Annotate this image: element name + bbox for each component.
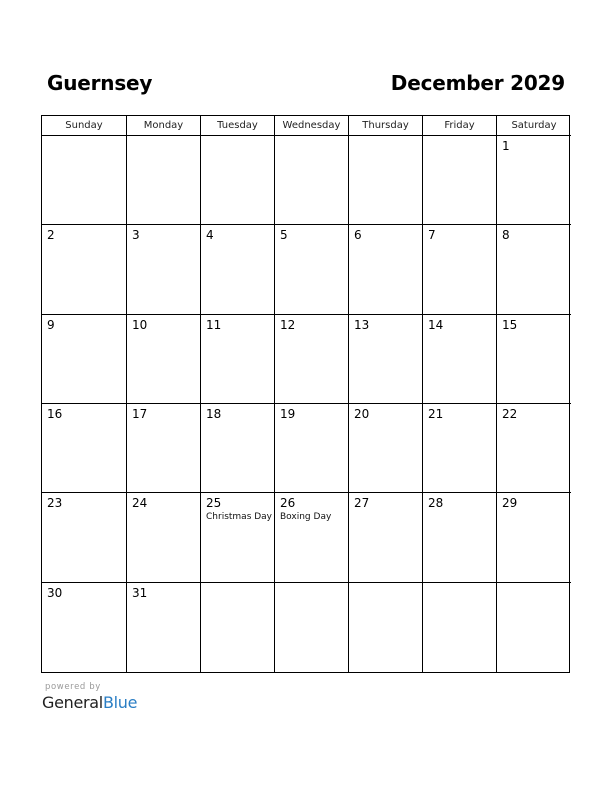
day-number: 19 [280, 407, 296, 421]
weekday-header-3: Wednesday [275, 116, 349, 136]
day-number: 12 [280, 317, 296, 332]
day-number: 28 [428, 496, 444, 511]
day-cell [349, 583, 423, 672]
day-cell [42, 315, 127, 404]
weekday-header-1: Monday [127, 116, 201, 136]
day-number: 16 [47, 407, 63, 421]
day-cell [349, 136, 423, 225]
holiday-label: Christmas Day [206, 512, 273, 523]
brand-general-text: General [42, 693, 103, 712]
day-cell [127, 136, 201, 225]
day-cell [201, 225, 275, 314]
day-cell [201, 315, 275, 404]
day-number: 15 [502, 317, 518, 332]
day-number: 8 [502, 228, 510, 243]
day-number: 23 [47, 496, 63, 511]
day-cell [127, 315, 201, 404]
day-number: 29 [502, 496, 518, 511]
day-number: 9 [47, 317, 55, 332]
day-cell [423, 136, 497, 225]
day-cell [127, 583, 201, 672]
day-cell [42, 404, 127, 493]
day-cell [423, 404, 497, 493]
day-number: 2 [47, 228, 55, 243]
day-number: 11 [206, 317, 222, 332]
day-number: 5 [280, 228, 288, 243]
day-cell [201, 583, 275, 672]
day-cell [497, 136, 571, 225]
day-number: 17 [132, 407, 148, 421]
weekday-header-2: Tuesday [201, 116, 275, 136]
day-cell [42, 136, 127, 225]
day-cell [275, 404, 349, 493]
day-cell [497, 315, 571, 404]
day-cell [497, 583, 571, 672]
day-cell [201, 493, 275, 582]
day-cell [349, 493, 423, 582]
day-cell [127, 404, 201, 493]
day-cell [201, 404, 275, 493]
day-cell [42, 493, 127, 582]
day-number: 20 [354, 407, 370, 421]
day-cell [275, 493, 349, 582]
day-cell [497, 225, 571, 314]
day-number: 1 [502, 139, 510, 153]
day-cell [42, 225, 127, 314]
day-cell [201, 136, 275, 225]
day-cell [423, 315, 497, 404]
day-cell [275, 315, 349, 404]
day-number: 24 [132, 496, 148, 511]
day-number: 26 [280, 496, 296, 511]
calendar-country-title: Guernsey [47, 71, 153, 95]
generalblue-logo[interactable] [42, 693, 137, 712]
day-cell [127, 225, 201, 314]
weekday-header-4: Thursday [349, 116, 423, 136]
day-number: 4 [206, 228, 214, 243]
day-cell [349, 315, 423, 404]
day-number: 6 [354, 228, 362, 243]
day-cell [42, 583, 127, 672]
day-cell [423, 225, 497, 314]
day-cell [497, 404, 571, 493]
weekday-header-0: Sunday [42, 116, 127, 136]
day-number: 27 [354, 496, 370, 511]
day-cell [423, 583, 497, 672]
day-cell [349, 404, 423, 493]
day-cell [423, 493, 497, 582]
day-number: 21 [428, 407, 444, 421]
day-number: 10 [132, 317, 148, 332]
weekday-header-5: Friday [423, 116, 497, 136]
calendar-month-title: December 2029 [390, 71, 565, 95]
day-number: 3 [132, 228, 140, 243]
day-cell [127, 493, 201, 582]
powered-by-label: powered by [45, 682, 101, 692]
day-number: 25 [206, 496, 222, 511]
brand-blue-text: Blue [102, 693, 138, 712]
day-number: 14 [428, 317, 444, 332]
calendar-grid [41, 115, 570, 673]
day-number: 22 [502, 407, 518, 421]
day-number: 18 [206, 407, 222, 421]
day-number: 7 [428, 228, 436, 243]
day-cell [275, 583, 349, 672]
weekday-header-6: Saturday [497, 116, 571, 136]
day-number: 30 [47, 585, 63, 600]
day-cell [275, 136, 349, 225]
day-number: 13 [354, 317, 370, 332]
day-cell [497, 493, 571, 582]
day-cell [275, 225, 349, 314]
day-cell [349, 225, 423, 314]
holiday-label: Boxing Day [280, 512, 332, 523]
day-number: 31 [132, 585, 148, 600]
